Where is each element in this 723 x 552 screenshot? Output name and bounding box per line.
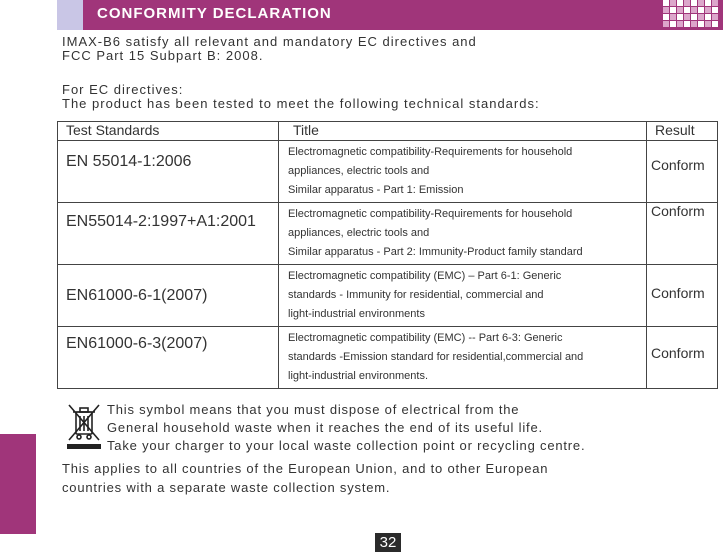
table-row	[58, 141, 718, 203]
pixel-cell	[663, 0, 669, 6]
side-accent-bar	[0, 434, 36, 534]
pixel-cell	[663, 14, 669, 20]
header-test-standards: Test Standards	[58, 122, 279, 141]
pixel-cell	[684, 0, 690, 6]
pixel-cell	[698, 0, 704, 6]
result-value: Conform	[651, 203, 705, 219]
result-cell	[647, 265, 718, 327]
intro-line-2: FCC Part 15 Subpart B: 2008.	[62, 48, 264, 63]
title-line: light-industrial environments	[288, 308, 425, 320]
result-value: Conform	[651, 345, 705, 361]
standard-cell	[58, 203, 279, 265]
notice-line-4: This applies to all countries of the European Union, and to other European	[62, 461, 549, 476]
result-cell	[647, 141, 718, 203]
pixel-cell	[691, 7, 697, 13]
notice-line-1: This symbol means that you must dispose of electrical from the	[107, 402, 520, 417]
pixel-cell	[698, 21, 704, 27]
pixel-cell	[684, 7, 690, 13]
title-line: Similar apparatus - Part 2: Immunity-Product family standard	[288, 246, 583, 258]
header-title: Title	[279, 122, 647, 141]
pixel-cell	[698, 7, 704, 13]
pixel-cell	[684, 14, 690, 20]
pixel-cell	[705, 0, 711, 6]
standard-code: EN61000-6-1(2007)	[66, 287, 208, 304]
standard-code: EN55014-2:1997+A1:2001	[66, 213, 256, 230]
pixel-cell	[663, 7, 669, 13]
pixel-cell	[712, 0, 718, 6]
title-line: standards -Emission standard for residential,commercial and	[288, 351, 584, 363]
pixel-cell	[663, 21, 669, 27]
header-accent-block	[57, 0, 83, 30]
page-number: 32	[375, 533, 401, 552]
header-pixel-pattern	[663, 0, 723, 30]
pixel-cell	[670, 7, 676, 13]
notice-line-2: General household waste when it reaches the end of its useful life.	[107, 420, 543, 435]
standard-cell	[58, 265, 279, 327]
pixel-cell	[691, 21, 697, 27]
pixel-cell	[712, 21, 718, 27]
title-line: light-industrial environments.	[288, 370, 429, 382]
pixel-cell	[677, 14, 683, 20]
pixel-cell	[691, 0, 697, 6]
title-line: appliances, electric tools and	[288, 165, 430, 177]
result-cell	[647, 203, 718, 265]
result-value: Conform	[651, 285, 705, 301]
pixel-cell	[670, 21, 676, 27]
title-line: Electromagnetic compatibility-Requirements for household	[288, 146, 573, 158]
title-cell	[279, 203, 647, 265]
table-row	[58, 265, 718, 327]
pixel-cell	[677, 7, 683, 13]
header-result: Result	[647, 122, 718, 141]
table-row	[58, 327, 718, 389]
pixel-cell	[712, 7, 718, 13]
pixel-cell	[698, 14, 704, 20]
pixel-cell	[684, 21, 690, 27]
standard-code: EN61000-6-3(2007)	[66, 335, 208, 352]
title-line: standards - Immunity for residential, commercial and	[288, 289, 544, 301]
result-cell	[647, 327, 718, 389]
standards-table	[57, 121, 718, 389]
title-line: Similar apparatus - Part 1: Emission	[288, 184, 464, 196]
pixel-cell	[705, 14, 711, 20]
table-row	[58, 203, 718, 265]
pixel-cell	[712, 14, 718, 20]
intro-line-4: The product has been tested to meet the following technical standards:	[62, 96, 540, 111]
intro-line-3: For EC directives:	[62, 82, 184, 97]
pixel-cell	[705, 7, 711, 13]
table-header-row	[58, 122, 718, 141]
pixel-cell	[670, 0, 676, 6]
title-line: Electromagnetic compatibility (EMC) – Part 6-1: Generic	[288, 270, 562, 282]
pixel-cell	[670, 14, 676, 20]
pixel-cell	[705, 21, 711, 27]
crossed-out-bin-icon	[66, 402, 102, 450]
title-line: appliances, electric tools and	[288, 227, 430, 239]
intro-line-1: IMAX-B6 satisfy all relevant and mandatory EC directives and	[62, 34, 477, 49]
notice-line-3: Take your charger to your local waste collection point or recycling centre.	[107, 438, 586, 453]
result-value: Conform	[651, 157, 705, 173]
title-cell	[279, 327, 647, 389]
standard-cell	[58, 327, 279, 389]
title-line: Electromagnetic compatibility (EMC) -- Part 6-3: Generic	[288, 332, 563, 344]
pixel-cell	[677, 0, 683, 6]
title-cell	[279, 141, 647, 203]
standard-cell	[58, 141, 279, 203]
pixel-cell	[691, 14, 697, 20]
page-title: CONFORMITY DECLARATION	[97, 5, 332, 22]
title-cell	[279, 265, 647, 327]
title-line: Electromagnetic compatibility-Requirements for household	[288, 208, 573, 220]
standard-code: EN 55014-1:2006	[66, 153, 192, 170]
notice-line-5: countries with a separate waste collection system.	[62, 480, 391, 495]
pixel-cell	[677, 21, 683, 27]
